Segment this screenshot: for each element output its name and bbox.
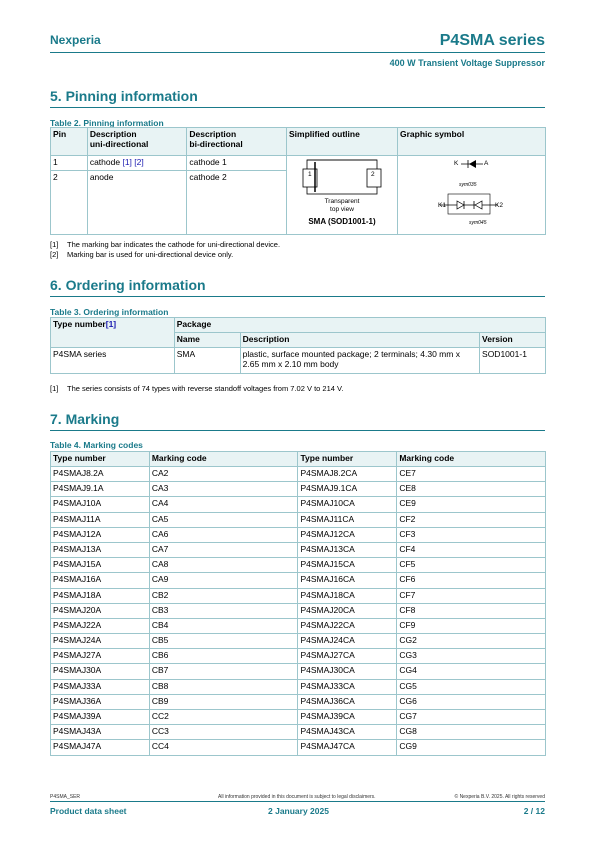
- footer-disclaimer: All information provided in this document is subject to legal disclaimers.: [218, 794, 376, 800]
- marking-code: CG2: [397, 634, 546, 649]
- table-row: [51, 603, 546, 618]
- marking-code: CA8: [149, 558, 298, 573]
- footnote-number: [1]: [50, 240, 59, 249]
- col-desc-bi-line1: Description: [189, 129, 237, 139]
- type-number: P4SMAJ10A: [51, 497, 150, 512]
- type-number: P4SMAJ20A: [51, 603, 150, 618]
- col-marking-code: Marking code: [149, 452, 298, 467]
- type-number: P4SMAJ16A: [51, 573, 150, 588]
- brand-name: Nexperia: [50, 33, 101, 47]
- type-number: P4SMAJ13A: [51, 542, 150, 557]
- section-5-title: 5. Pinning information: [50, 88, 198, 104]
- table-row: [51, 497, 546, 512]
- marking-code: CG3: [397, 649, 546, 664]
- marking-code: CG9: [397, 740, 546, 755]
- pin-number: 1: [51, 156, 88, 171]
- col-marking-code: Marking code: [397, 452, 546, 467]
- marking-code: CB6: [149, 649, 298, 664]
- marking-code: CF3: [397, 527, 546, 542]
- ordering-table: [50, 317, 546, 374]
- table-row: [51, 542, 546, 557]
- marking-code: CB9: [149, 694, 298, 709]
- pin-number: 2: [51, 170, 88, 234]
- section-7-divider: [50, 430, 545, 431]
- type-number: P4SMAJ12CA: [298, 527, 397, 542]
- table-row: [51, 694, 546, 709]
- symbol-label-k: K: [453, 160, 459, 167]
- type-number: P4SMAJ8.2A: [51, 467, 150, 482]
- symbol-label-k2: K2: [494, 202, 503, 209]
- marking-code: CA5: [149, 512, 298, 527]
- col-version: Version: [480, 333, 546, 348]
- marking-code: CG5: [397, 679, 546, 694]
- type-number: P4SMAJ30CA: [298, 664, 397, 679]
- marking-code: CC4: [149, 740, 298, 755]
- package-name: SMA (SOD1001-1): [308, 217, 376, 226]
- table-4-caption: Table 4. Marking codes: [50, 440, 143, 450]
- table-row: [51, 156, 546, 171]
- outline-cell: [286, 156, 397, 235]
- pin-desc-uni: anode: [87, 170, 187, 234]
- type-number: P4SMAJ43CA: [298, 725, 397, 740]
- type-number: P4SMAJ33CA: [298, 679, 397, 694]
- footnote-ref-1[interactable]: [1]: [105, 319, 117, 329]
- section-6-title: 6. Ordering information: [50, 277, 206, 293]
- col-outline: Simplified outline: [286, 128, 397, 156]
- package-version: SOD1001-1: [480, 348, 546, 374]
- table-2-caption: Table 2. Pinning information: [50, 118, 164, 128]
- table-row: [51, 527, 546, 542]
- footnote-ref-1[interactable]: [1]: [122, 157, 132, 167]
- table-row: [51, 664, 546, 679]
- marking-table-body: [51, 467, 546, 756]
- table-row: [51, 482, 546, 497]
- marking-code: CB4: [149, 618, 298, 633]
- header-divider: [50, 52, 545, 53]
- section-7-title: 7. Marking: [50, 411, 120, 427]
- type-number: P4SMAJ20CA: [298, 603, 397, 618]
- marking-code: CG4: [397, 664, 546, 679]
- table-row: [51, 512, 546, 527]
- type-number: P4SMAJ15A: [51, 558, 150, 573]
- marking-code: CB5: [149, 634, 298, 649]
- marking-code: CF9: [397, 618, 546, 633]
- table-row: [51, 558, 546, 573]
- col-type-number-label: Type number: [53, 319, 106, 329]
- type-number: P4SMAJ16CA: [298, 573, 397, 588]
- marking-code: CA6: [149, 527, 298, 542]
- footnote-text: The series consists of 74 types with reverse standoff voltages from 7.02 V to 214 V.: [67, 384, 344, 393]
- outline-pin-1: 1: [307, 171, 312, 178]
- outline-pin-2: 2: [370, 171, 375, 178]
- footnote-number: [1]: [50, 384, 59, 393]
- marking-code: CG8: [397, 725, 546, 740]
- type-number: P4SMAJ18A: [51, 588, 150, 603]
- type-number: P4SMAJ27CA: [298, 649, 397, 664]
- col-desc-uni: [87, 128, 187, 156]
- table-row: [51, 725, 546, 740]
- marking-code: CB7: [149, 664, 298, 679]
- table-row: [51, 679, 546, 694]
- col-type-number: Type number: [51, 452, 150, 467]
- marking-code: CF6: [397, 573, 546, 588]
- pinning-table: [50, 127, 546, 235]
- footnote-number: [2]: [50, 250, 59, 259]
- marking-code: CE9: [397, 497, 546, 512]
- outline-caption-2: top view: [330, 206, 354, 213]
- col-desc-uni-line2: uni-directional: [89, 139, 149, 149]
- outline-caption-1: Transparent: [324, 198, 360, 205]
- col-package: Package: [174, 318, 545, 333]
- type-number: P4SMAJ36CA: [298, 694, 397, 709]
- type-number: P4SMAJ22A: [51, 618, 150, 633]
- footnote-text: Marking bar is used for uni-directional device only.: [67, 250, 234, 259]
- type-number: P4SMAJ39A: [51, 710, 150, 725]
- pin-desc-uni: [87, 156, 187, 171]
- type-number: P4SMAJ36A: [51, 694, 150, 709]
- type-number: P4SMAJ22CA: [298, 618, 397, 633]
- table-row: [51, 740, 546, 755]
- section-6-divider: [50, 296, 545, 297]
- footer-copyright: © Nexperia B.V. 2025. All rights reserved: [454, 794, 545, 800]
- marking-code: CB3: [149, 603, 298, 618]
- type-number: P4SMAJ9.1CA: [298, 482, 397, 497]
- type-number: P4SMAJ11A: [51, 512, 150, 527]
- marking-code: CF2: [397, 512, 546, 527]
- table-row: [51, 467, 546, 482]
- footnote-text: The marking bar indicates the cathode for uni-directional device.: [67, 240, 281, 249]
- type-number: P4SMAJ33A: [51, 679, 150, 694]
- table-3-caption: Table 3. Ordering information: [50, 307, 169, 317]
- table-row: [51, 588, 546, 603]
- marking-table: [50, 451, 546, 756]
- col-description: Description: [240, 333, 479, 348]
- document-title: P4SMA series: [439, 32, 545, 49]
- marking-code: CA3: [149, 482, 298, 497]
- type-number: P4SMAJ47A: [51, 740, 150, 755]
- table-row: [51, 348, 546, 374]
- symbol-cell: [397, 156, 545, 235]
- col-pin: Pin: [51, 128, 88, 156]
- col-type-number: Type number: [298, 452, 397, 467]
- footer-page-number: 2 / 12: [523, 806, 545, 816]
- footer-doc-id: P4SMA_SER: [50, 794, 81, 800]
- type-number: P4SMAJ9.1A: [51, 482, 150, 497]
- pin-desc-bi: cathode 2: [187, 170, 287, 234]
- footnote-ref-2[interactable]: [2]: [134, 157, 144, 167]
- table-row: [51, 573, 546, 588]
- pin-desc-uni-text: cathode: [89, 157, 123, 167]
- type-number: P4SMAJ39CA: [298, 710, 397, 725]
- marking-code: CA9: [149, 573, 298, 588]
- type-number: P4SMAJ30A: [51, 664, 150, 679]
- col-desc-uni-line1: Description: [89, 129, 137, 139]
- col-type-number: [51, 318, 175, 348]
- footnote: [50, 240, 280, 249]
- type-number: P4SMAJ13CA: [298, 542, 397, 557]
- symbol-label-k1: K1: [437, 202, 446, 209]
- marking-code: CB2: [149, 588, 298, 603]
- symbol-label-a: A: [483, 160, 489, 167]
- marking-code: CG7: [397, 710, 546, 725]
- type-number: P4SMAJ27A: [51, 649, 150, 664]
- marking-code: CF5: [397, 558, 546, 573]
- marking-code: CF7: [397, 588, 546, 603]
- marking-code: CC3: [149, 725, 298, 740]
- footnote: [50, 384, 343, 393]
- col-name: Name: [174, 333, 240, 348]
- table-row: [51, 634, 546, 649]
- col-symbol: Graphic symbol: [397, 128, 545, 156]
- type-number: P4SMAJ18CA: [298, 588, 397, 603]
- col-desc-bi-line2: bi-directional: [189, 139, 243, 149]
- package-description: plastic, surface mounted package; 2 terminals; 4.30 mm x 2.65 mm x 2.10 mm body: [240, 348, 479, 374]
- type-number: P4SMAJ43A: [51, 725, 150, 740]
- marking-code: CA7: [149, 542, 298, 557]
- marking-code: CA2: [149, 467, 298, 482]
- marking-code: CG6: [397, 694, 546, 709]
- footer-divider: [50, 801, 545, 802]
- table-row: [51, 649, 546, 664]
- footnote: [50, 250, 233, 259]
- type-number: P4SMAJ47CA: [298, 740, 397, 755]
- marking-code: CE8: [397, 482, 546, 497]
- marking-code: CF8: [397, 603, 546, 618]
- table-row: [51, 710, 546, 725]
- marking-code: CF4: [397, 542, 546, 557]
- type-number: P4SMAJ10CA: [298, 497, 397, 512]
- type-number: P4SMAJ24CA: [298, 634, 397, 649]
- table-row: [51, 618, 546, 633]
- marking-code: CE7: [397, 467, 546, 482]
- type-number: P4SMA series: [51, 348, 175, 374]
- document-subtitle: 400 W Transient Voltage Suppressor: [389, 58, 545, 68]
- package-name: SMA: [174, 348, 240, 374]
- marking-code: CA4: [149, 497, 298, 512]
- symbol-id-1: sym035: [458, 182, 477, 188]
- col-desc-bi: [187, 128, 287, 156]
- type-number: P4SMAJ15CA: [298, 558, 397, 573]
- marking-code: CC2: [149, 710, 298, 725]
- type-number: P4SMAJ12A: [51, 527, 150, 542]
- type-number: P4SMAJ24A: [51, 634, 150, 649]
- type-number: P4SMAJ11CA: [298, 512, 397, 527]
- type-number: P4SMAJ8.2CA: [298, 467, 397, 482]
- pin-desc-bi: cathode 1: [187, 156, 287, 171]
- marking-code: CB8: [149, 679, 298, 694]
- footer-doc-type: Product data sheet: [50, 806, 127, 816]
- footer-date: 2 January 2025: [268, 806, 329, 816]
- symbol-id-2: sym045: [468, 220, 487, 226]
- section-5-divider: [50, 107, 545, 108]
